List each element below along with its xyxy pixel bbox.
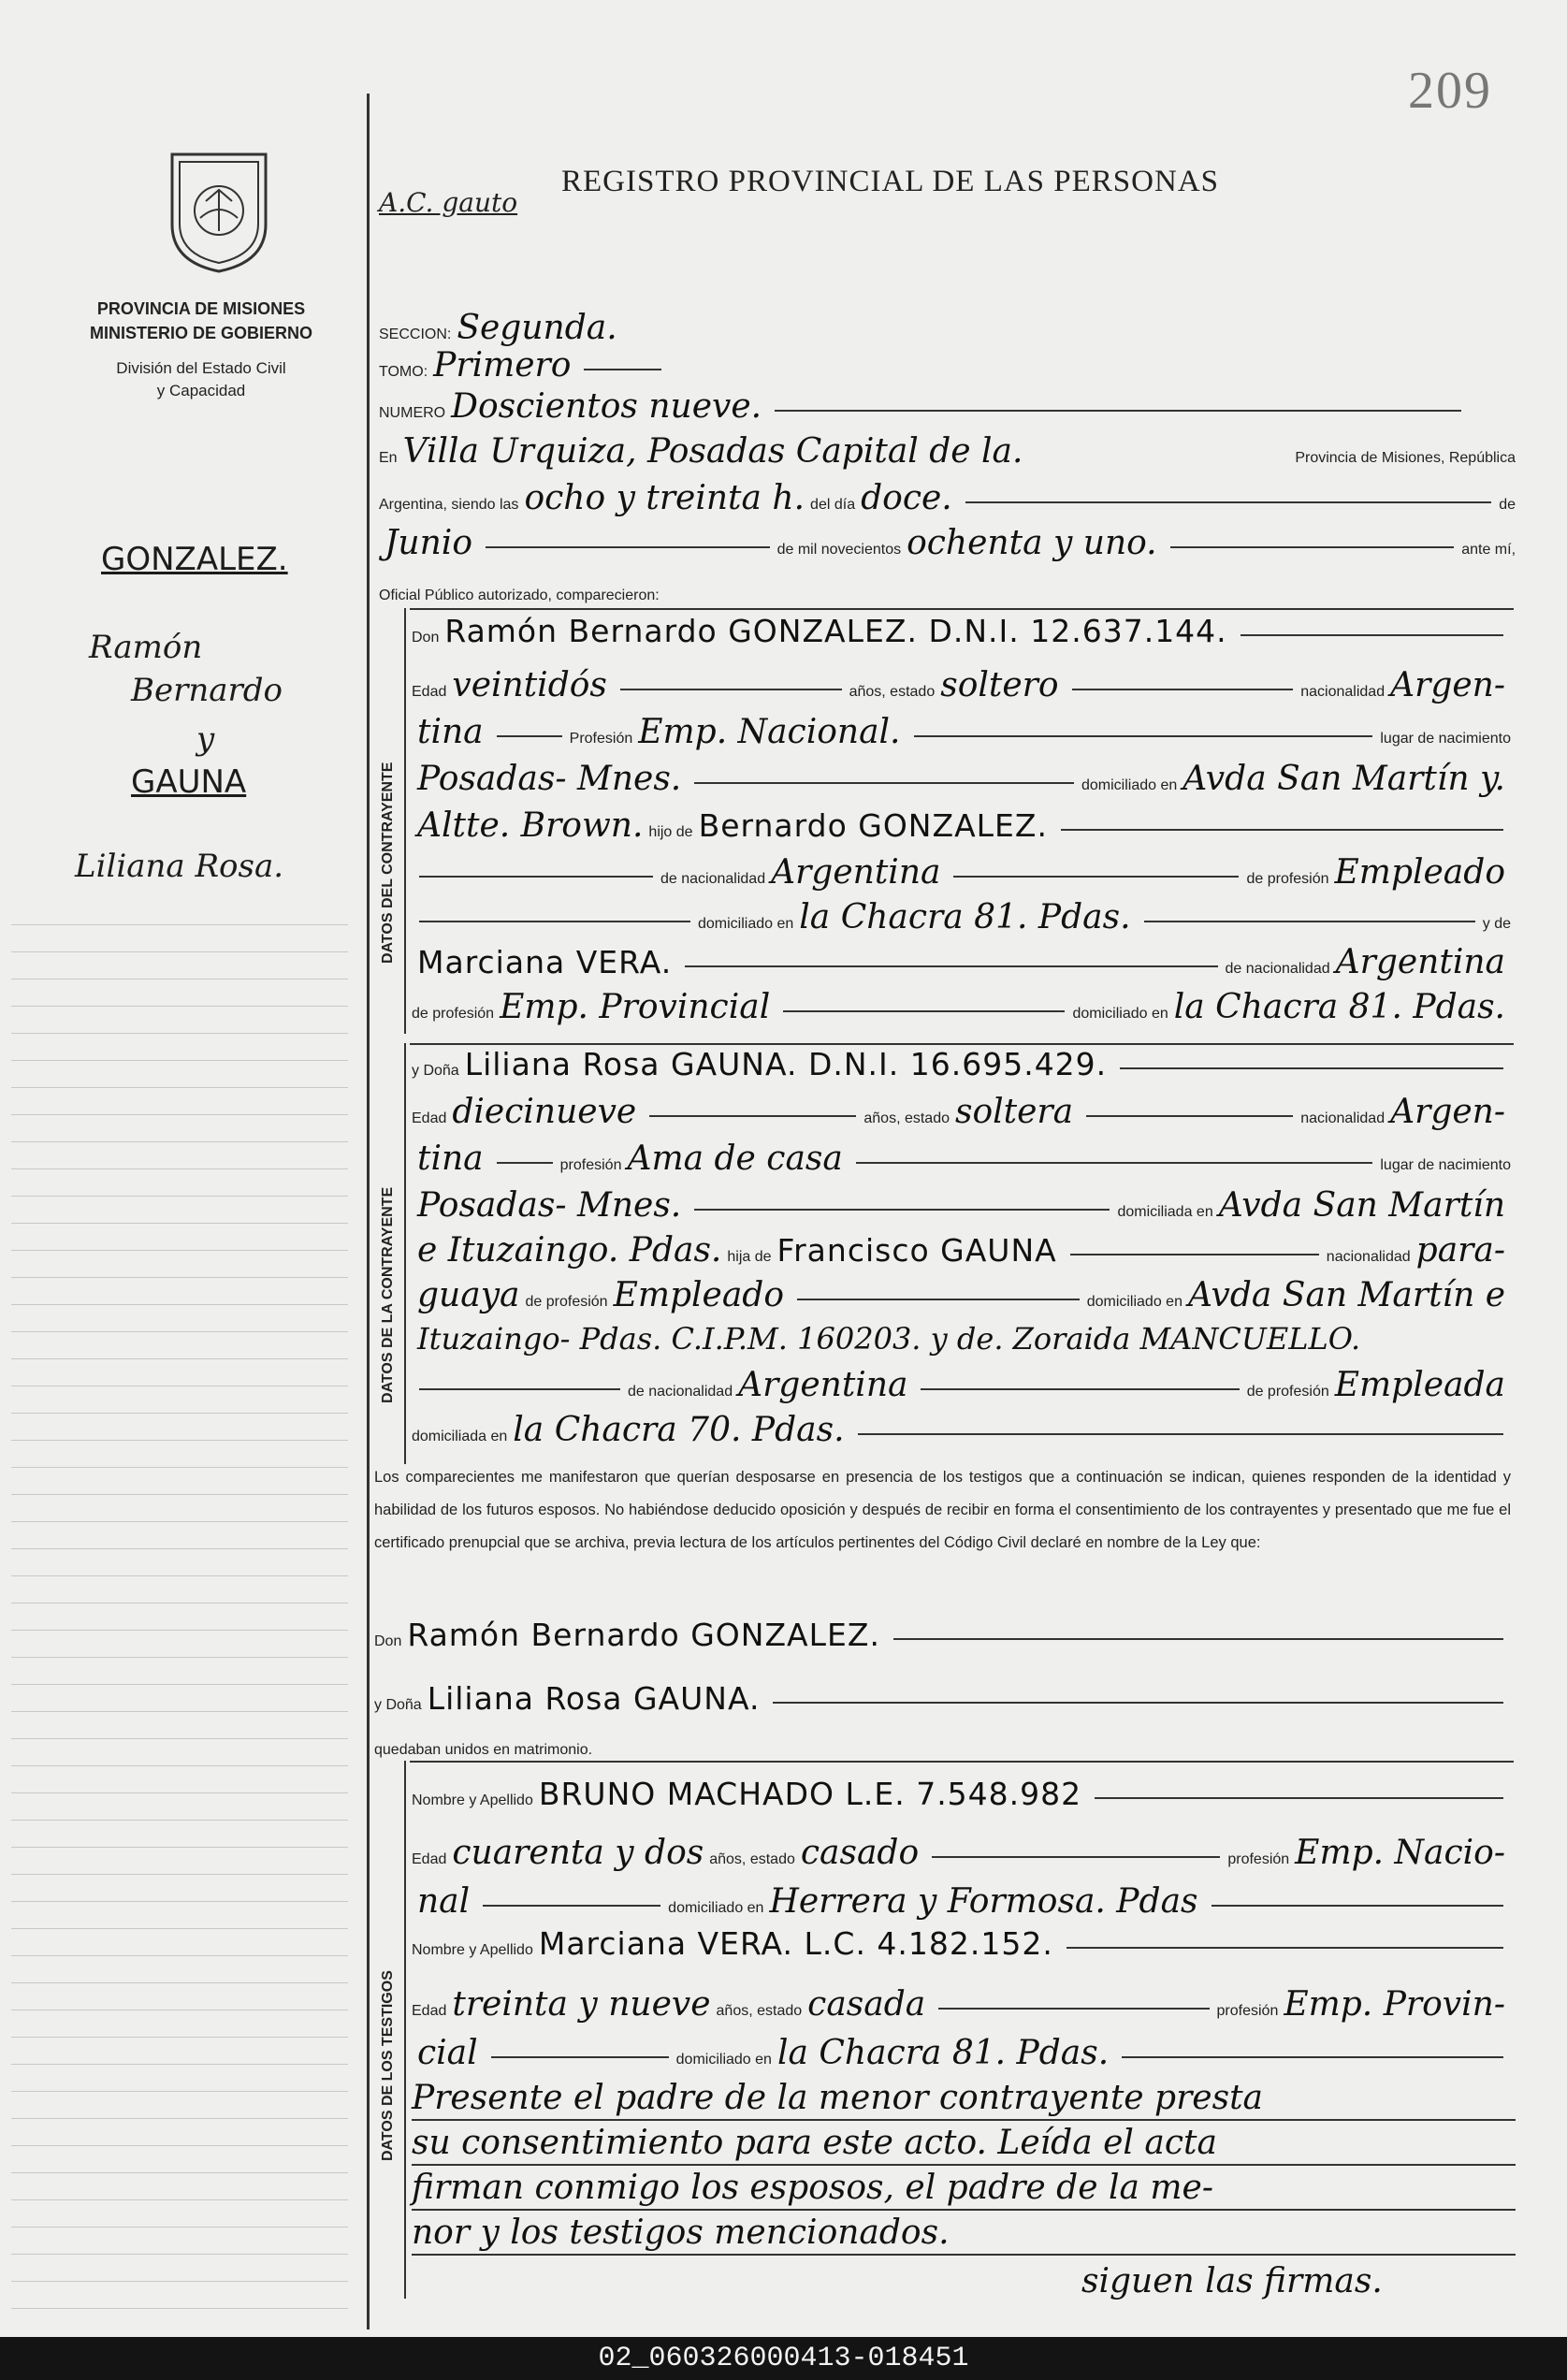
margin-name-1: Ramón [89,629,203,666]
de-label: de [1499,497,1516,513]
groom-mother: Marciana VERA. [417,944,673,980]
bride-mother-address: la Chacra 70. Pdas. [513,1411,845,1449]
bride-status: soltera [955,1093,1074,1131]
anio-value: ochenta y uno. [907,524,1157,562]
declaration-text: Los comparecientes me manifestaron que querían desposarse en presencia de los testigos que a continuación se indican, quienes responden de la identidad y habilidad de los futuros esposos. No habiéndose deducido oposición y después de recibir en forma el consentimiento de los contrayentes y presentado que me fue el certificado prenupcial que se archiva, previa lectura de los artículos pertinentes del Código Civil declaré en nombre de la Ley que: [374,1469,1511,1551]
groom-nationality: Argen- [1390,666,1506,704]
oficial-label: Oficial Público autorizado, comparecieron: [379,588,660,603]
document-title: REGISTRO PROVINCIAL DE LAS PERSONAS [561,165,1220,198]
tomo-label: TOMO: [379,364,428,380]
groom-father-profession: Empleado [1334,853,1505,892]
witness-1-name: BRUNO MACHADO L.E. 7.548.982 [538,1776,1082,1812]
bride-mother-profession: Empleada [1334,1366,1505,1404]
ante-label: ante mí, [1461,542,1516,558]
groom-status: soltero [940,666,1059,704]
provincia-label: Provincia de Misiones, República [1295,450,1516,466]
fecha-row [379,524,1516,562]
witness-2-profession: Emp. Provin- [1284,1985,1505,2024]
witness-1-status: casado [800,1834,920,1872]
witness-2-address: la Chacra 81. Pdas. [776,2034,1110,2072]
division-line-1: División del Estado Civil [116,359,286,377]
bride-profession: Ama de casa [627,1139,843,1178]
groom-address: Avda San Martín y. [1183,760,1505,798]
groom-birthplace: Posadas- Mnes. [417,760,682,798]
note-line-2b: firman conmigo los esposos, el padre de la me- [412,2169,1516,2211]
mes-value: Junio [384,524,472,562]
note-line-2: su consentimiento para este acto. Leída el acta [412,2124,1516,2166]
margin-divider [367,94,370,2329]
registry-page: 209 PROVINCIA DE MISIONES MINISTERIO DE GOBIERNO División del Estado Civil y Capacidad GONZALEZ. Ramón Bernardo y GAUNA Liliana Rosa. A.C. gauto REGISTRO PROVINCIAL DE LAS PERSONAS SECCION: Segunda. TOMO: Primero NUMERO Doscientos nueve. En Villa Urquiza, Posadas Capital de la. Provincia de Misiones, República Argentina, siendo las ocho y treinta h. del día doce. de Junio de mil novecientos ochenta y uno. ante mí, Oficial Público autorizado, comparecieron: DATOS DEL CONTRAYENTE Don Ramón Bernardo GONZALEZ. D.N.I. 12.637.144. Edad veintidós años, estado soltero nacionalidad Argen- tina Profesión Emp. Nacional. lugar de nacimiento Posadas- Mnes. domiciliado en Avda San Martín y. Altte. Brown. hijo de Bernardo GONZALEZ. de nacionalidad Argentina de profesión Empleado domiciliado en la Chacra 81. Pdas. y de Marciana VERA. de nacionalidad Argentina de profesión Emp. Provincial domiciliado en la Chacra 81. Pdas. DATOS DE LA CONTRAYENTE y Doña Liliana Rosa GAUNA. D.N.I. 16.695.429. Edad diecinueve años, estado soltera nacionalidad Argen- tina profesión Ama de casa lugar de nacimiento Posadas- Mnes. domiciliada en Avda San Martín e Ituzaingo. Pdas. hija de Francisco GAUNA nacionalidad para- guaya de profesión Empleado domiciliado en Avda San Martín e Ituzaingo- Pdas. C.I.P.M. 160203. y de. Zoraida MANCUELLO. de nacionalidad Argentina de profesión Empleada domiciliada en la Chacra 70. Pdas. Los comparecientes me manifestaron que querían desposarse en presencia de los testigos que a continuación se indican, quienes responden de la identidad y habilidad de los futuros esposos. No habiéndose deducido oposición y después de recibir en forma el consentimiento de los contrayentes y presentado que me fue el certificado prenupcial que se archiva, previa lectura de los artículos pertinentes del Código Civil declaré en nombre de la Ley que: Don Ramón Bernardo GONZALEZ. y Doña Liliana Rosa GAUNA. quedaban unidos en matrimonio. DATOS DE LOS TESTIGOS Nombre y Apellido BRUNO MACHADO L.E. 7.548.982 Edad cuarenta y dos años, estado casado profesión Emp. Nacio- nal domiciliado en Herrera y Formosa. Pdas Nombre y Apellido Marciana VERA. L.C. 4.182.152. Edad treinta y nueve años, estado casada profesión Emp. Provin- cial domiciliado en la Chacra 81. Pdas. Presente el padre de la menor contrayente presta su consentimiento para este acto. Leída el acta firman conmigo los esposos, el padre de la me- nor y los testigos mencionados. siguen las firmas. [0,0,1567,2337]
bride-nationality: Argen- [1390,1093,1506,1131]
witness-1-address: Herrera y Formosa. Pdas [769,1882,1198,1921]
division-line-2: y Capacidad [156,382,246,399]
page-number: 209 [1408,62,1492,120]
margin-ruled-lines [11,898,348,2320]
margin-surname-1: GONZALEZ. [101,541,288,578]
bride-name: Liliana Rosa GAUNA. D.N.I. 16.695.429. [464,1046,1108,1082]
en-label: En [379,450,398,466]
bride-birthplace: Posadas- Mnes. [417,1186,682,1225]
union-groom: Ramón Bernardo GONZALEZ. [407,1617,880,1653]
seccion-label: SECCION: [379,327,452,342]
groom-father-nationality: Argentina [771,853,941,892]
note-line-1: Presente el padre de la menor contrayente presta [412,2079,1516,2121]
bride-age: diecinueve [452,1093,637,1131]
margin-surname-2: GAUNA [131,763,247,801]
tomo-value: Primero [433,346,572,385]
bride-father: Francisco GAUNA [776,1232,1057,1269]
groom-profession: Emp. Nacional. [638,713,901,751]
provincial-seal-icon [163,145,275,276]
province-name: PROVINCIA DE MISIONES [96,299,306,318]
union-statement: quedaban unidos en matrimonio. [374,1742,593,1758]
note-line-3: nor y los testigos mencionados. [412,2213,1516,2256]
numero-value: Doscientos nueve. [451,387,762,426]
lugar-row [379,432,1516,471]
witness-2-name: Marciana VERA. L.C. 4.182.152. [538,1925,1053,1962]
groom-mother-profession: Emp. Provincial [500,988,771,1026]
oficial-row [379,588,660,604]
argentina-label: Argentina, siendo las [379,497,519,513]
scan-footer-id: 02_060326000413-018451 [0,2337,1567,2380]
seccion-row [379,309,1511,347]
dia-value: doce. [861,479,952,517]
union-bride: Liliana Rosa GAUNA. [427,1680,761,1717]
witness-1-age: cuarenta y dos [452,1834,704,1872]
seccion-value: Segunda. [457,309,617,347]
groom-father-address: la Chacra 81. Pdas. [799,898,1131,936]
numero-row [379,387,1469,426]
margin-name-3: Liliana Rosa. [75,848,284,885]
margin-conjunction: y [196,720,215,758]
tomo-row [379,346,669,385]
witness-2-age: treinta y nueve [452,1985,711,2024]
hora-row [379,479,1516,517]
witnesses-section-label: DATOS DE LOS TESTIGOS [380,1970,396,2161]
del-dia-label: del día [810,497,856,513]
bride-father-address-cont: Ituzaingo- Pdas. C.I.P.M. 160203. y de. Zoraida MANCUELLO. [417,1321,1361,1357]
bride-father-address: Avda San Martín e [1187,1276,1505,1314]
witness-1-profession: Emp. Nacio- [1295,1834,1505,1872]
groom-age: veintidós [452,666,607,704]
bride-mother-nationality: Argentina [738,1366,908,1404]
clerk-annotation: A.C. gauto [379,187,518,218]
groom-father: Bernardo GONZALEZ. [698,807,1049,844]
bride-father-nationality: para- [1415,1231,1505,1270]
bride-father-profession: Empleado [613,1276,785,1314]
ministry-name: MINISTERIO DE GOBIERNO [89,324,313,342]
margin-name-2: Bernardo [131,672,283,709]
bride-address: Avda San Martín [1218,1186,1505,1225]
numero-label: NUMERO [379,405,446,421]
groom-section-label: DATOS DEL CONTRAYENTE [380,762,396,964]
closing-note: siguen las firmas. [1081,2262,1383,2300]
witness-2-status: casada [807,1985,926,2024]
lugar-value: Villa Urquiza, Posadas Capital de la. [402,432,1023,471]
hora-value: ocho y treinta h. [524,479,805,517]
bride-section-label: DATOS DE LA CONTRAYENTE [380,1186,396,1403]
de-mil-label: de mil novecientos [776,542,902,558]
groom-mother-nationality: Argentina [1335,943,1505,981]
groom-mother-address: la Chacra 81. Pdas. [1173,988,1505,1026]
groom-name: Ramón Bernardo GONZALEZ. D.N.I. 12.637.144. [444,613,1227,649]
